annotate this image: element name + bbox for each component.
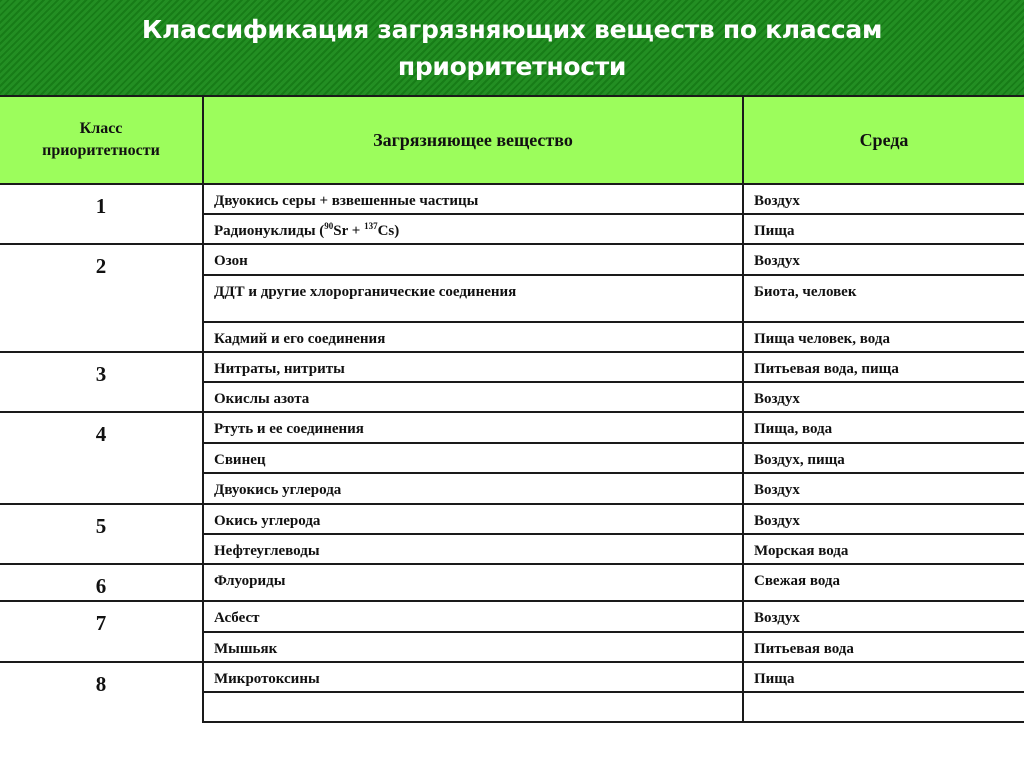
substance-cell (203, 214, 743, 244)
header-class-line-2: приоритетности (42, 142, 160, 159)
isotope-mass-sr: 90 (324, 221, 334, 231)
substance-text: Cs) (377, 223, 400, 239)
table-header-row (0, 96, 1024, 184)
substance-cell: Асбест (203, 601, 743, 632)
substance-cell: Свинец (203, 443, 743, 473)
substance-cell: Двуокись серы + взвешенные частицы (203, 184, 743, 214)
class-cell: 3 (0, 352, 203, 412)
substance-cell: Нитраты, нитриты (203, 352, 743, 382)
substance-text: Sr + (333, 223, 365, 239)
substance-cell: Флуориды (203, 564, 743, 601)
substance-cell: Мышьяк (203, 632, 743, 662)
class-cell: 1 (0, 184, 203, 244)
slide-title-band (0, 0, 1024, 96)
medium-cell: Питьевая вода, пища (743, 352, 1024, 382)
table-row (0, 564, 1024, 601)
substance-cell: Окислы азота (203, 382, 743, 412)
substance-cell: Ртуть и ее соединения (203, 412, 743, 443)
header-substance: Загрязняющее вещество (203, 96, 743, 184)
medium-cell: Пища, вода (743, 412, 1024, 443)
isotope-mass-cs: 137 (364, 221, 378, 231)
medium-cell: Пища человек, вода (743, 322, 1024, 352)
class-cell: 8 (0, 662, 203, 722)
substance-cell: Кадмий и его соединения (203, 322, 743, 352)
table-row (0, 184, 1024, 214)
table-row (0, 601, 1024, 632)
medium-cell: Воздух (743, 184, 1024, 214)
table-row (0, 412, 1024, 443)
slide-title-line-2: приоритетности (397, 52, 627, 81)
substance-cell: Микротоксины (203, 662, 743, 692)
class-cell: 6 (0, 564, 203, 601)
table-row (0, 352, 1024, 382)
medium-cell: Воздух (743, 244, 1024, 275)
medium-cell: Воздух (743, 382, 1024, 412)
header-class (0, 96, 203, 184)
class-cell: 2 (0, 244, 203, 352)
medium-cell (743, 692, 1024, 722)
medium-cell: Воздух (743, 504, 1024, 534)
table-row (0, 504, 1024, 534)
medium-cell: Пища (743, 214, 1024, 244)
substance-cell: Озон (203, 244, 743, 275)
medium-cell: Свежая вода (743, 564, 1024, 601)
medium-cell: Питьевая вода (743, 632, 1024, 662)
substance-cell: ДДТ и другие хлорорганические соединения (203, 275, 743, 322)
substance-cell (203, 692, 743, 722)
medium-cell: Пища (743, 662, 1024, 692)
substance-cell: Нефтеуглеводы (203, 534, 743, 564)
class-cell: 5 (0, 504, 203, 564)
table-row (0, 662, 1024, 692)
substance-cell: Двуокись углерода (203, 473, 743, 504)
medium-cell: Воздух (743, 473, 1024, 504)
medium-cell: Воздух (743, 601, 1024, 632)
header-class-line-1: Класс (79, 120, 123, 137)
class-cell: 7 (0, 601, 203, 662)
medium-cell: Биота, человек (743, 275, 1024, 322)
class-cell: 4 (0, 412, 203, 504)
medium-cell: Воздух, пища (743, 443, 1024, 473)
header-medium: Среда (743, 96, 1024, 184)
table-row (0, 244, 1024, 275)
slide-title-line-1: Классификация загрязняющих веществ по классам (141, 15, 883, 44)
substance-text: Радионуклиды ( (214, 223, 325, 239)
priority-classification-table (0, 95, 1024, 723)
substance-cell: Окись углерода (203, 504, 743, 534)
medium-cell: Морская вода (743, 534, 1024, 564)
